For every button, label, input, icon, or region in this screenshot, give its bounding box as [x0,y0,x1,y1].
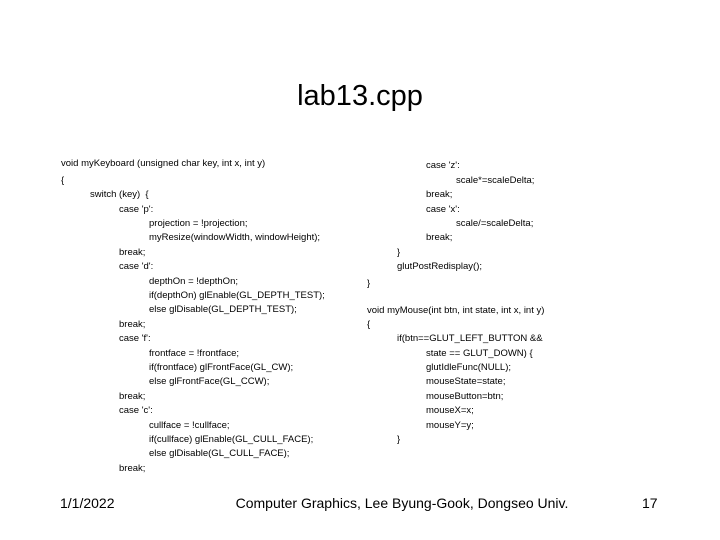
code-line: mouseButton=btn; [426,391,504,402]
code-line: { [367,319,371,330]
code-line: if(cullface) glEnable(GL_CULL_FACE); [149,434,314,445]
code-line: else glDisable(GL_CULL_FACE); [149,448,290,459]
code-line: { [61,175,65,186]
code-line: switch (key) { [90,189,149,200]
code-line: mouseY=y; [426,420,474,431]
code-line: case 'd': [119,261,154,272]
code-line: case 'c': [119,405,153,416]
code-line: } [397,247,401,258]
slide-title: lab13.cpp [297,80,423,112]
code-line: } [367,278,371,289]
code-line: scale/=scaleDelta; [456,218,534,229]
code-line: cullface = !cullface; [149,420,230,431]
code-line: mouseState=state; [426,376,506,387]
code-line: glutIdleFunc(NULL); [426,362,512,373]
code-line: break; [426,232,453,243]
code-line: void myKeyboard (unsigned char key, int x, int y) [61,158,266,169]
code-line: break; [426,189,453,200]
code-line: projection = !projection; [149,218,248,229]
code-line: frontface = !frontface; [149,348,240,359]
code-line: case 'f': [119,333,151,344]
page-number: 17 [642,495,658,511]
code-line: case 'x': [426,204,460,215]
code-line: break; [119,463,146,474]
footer-date: 1/1/2022 [60,495,115,511]
code-line: mouseX=x; [426,405,474,416]
footer-center-text: Computer Graphics, Lee Byung-Gook, Dongseo Univ. [235,495,569,511]
code-line: break; [119,319,146,330]
code-line: state == GLUT_DOWN) { [426,348,533,359]
code-line: depthOn = !depthOn; [149,276,238,287]
code-line: break; [119,247,146,258]
code-line: } [397,434,401,445]
code-line: else glFrontFace(GL_CCW); [149,376,270,387]
code-line: else glDisable(GL_DEPTH_TEST); [149,304,297,315]
code-line: break; [119,391,146,402]
code-line: if(depthOn) glEnable(GL_DEPTH_TEST); [149,290,325,301]
code-line: scale*=scaleDelta; [456,175,535,186]
code-line: glutPostRedisplay(); [397,261,483,272]
code-line: if(frontface) glFrontFace(GL_CW); [149,362,294,373]
code-line: void myMouse(int btn, int state, int x, int y) [367,305,545,316]
code-line: myResize(windowWidth, windowHeight); [149,232,321,243]
code-line: case 'p': [119,204,154,215]
code-line: if(btn==GLUT_LEFT_BUTTON && [397,333,543,344]
code-line: case 'z': [426,160,460,171]
